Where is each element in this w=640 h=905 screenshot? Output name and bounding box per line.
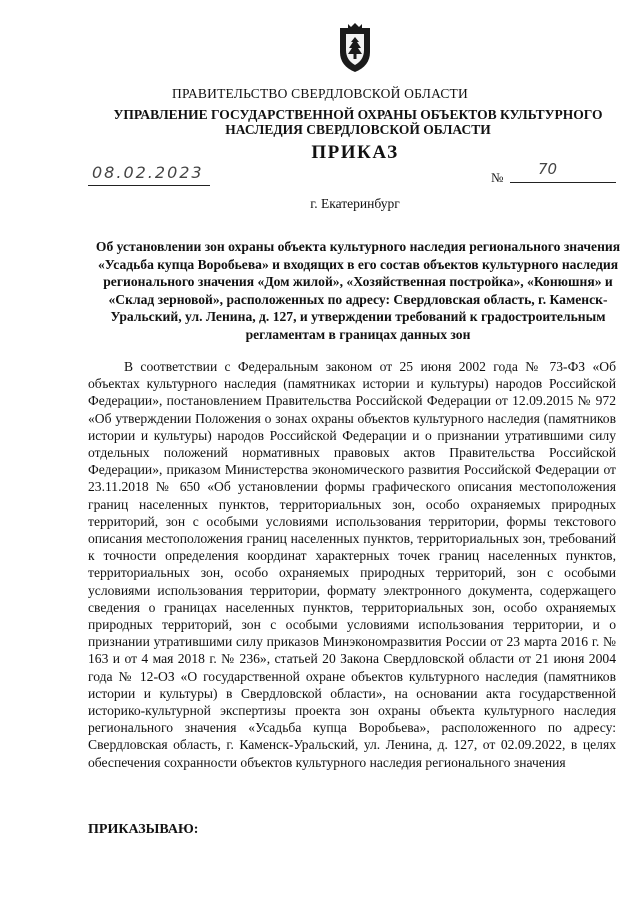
coat-of-arms-icon xyxy=(334,22,376,74)
number-label: № xyxy=(491,170,504,185)
preamble-paragraph: В соответствии с Федеральным законом от 25 июня 2002 года № 73-ФЗ «Об объектах культурного наследия (памятниках истории и культуры) народов Российской Федерации», постановлением Правительства Российской Федерации от 12.09.2015 № 972 «Об утверждении Положения о зонах охраны объектов культурного наследия (памятников истории и культуры) народов Российской Федерации и о признании утратившими силу отдельных положений нормативных правовых актов Правительства Российской Федерации», приказом Министерства экономического развития Российской Федерации от 23.11.2018 № 650 «Об установлении формы графического описания местоположения границ населенных пунктов, территориальных зон, особо охраняемых природных территорий, зон с особыми условиями использования территории, формы текстового описания местоположения границ населенных пунктов, территориальных зон, требований к точности определения координат характерных точек границ населенных пунктов, территориальных зон, особо охраняемых природных территорий, зон с особыми условиями использования территории, формату электронного документа, содержащего сведения о границах населенных пунктов, территориальных зон, особо охраняемых природных территорий, зон с особыми условиями использования территории, и о признании утратившими силу приказов Минэкономразвития России от 23 марта 2016 г. № 163 и от 4 мая 2018 г. № 236», статьей 20 Закона Свердловской области от 21 июня 2004 года № 12-ОЗ «О государственной охране объектов культурного наследия (памятников истории и культуры) в Свердловской области», на основании акта государственной историко-культурной экспертизы проекта зон охраны объекта культурного наследия регионального значения «Усадьба купца Воробьева», расположенного по адресу: Свердловская область, г. Каменск-Уральский, ул. Ленина, д. 127, от 02.09.2022, в целях обеспечения сохранности объектов культурного наследия регионального значения xyxy=(88,359,616,770)
handwritten-number: 70 xyxy=(538,160,558,178)
department-name: УПРАВЛЕНИЕ ГОСУДАРСТВЕННОЙ ОХРАНЫ ОБЪЕКТОВ КУЛЬТУРНОГО НАСЛЕДИЯ СВЕРДЛОВСКОЙ ОБЛАСТИ xyxy=(113,107,603,137)
number-field xyxy=(510,160,616,183)
government-name: ПРАВИТЕЛЬСТВО СВЕРДЛОВСКОЙ ОБЛАСТИ xyxy=(172,86,468,101)
city: г. Екатеринбург xyxy=(310,196,400,211)
document-title: Об установлении зон охраны объекта культурного наследия регионального значения «Усадьба купца Воробьева» и входящих в его состав объектов культурного наследия регионального значения «Дом жилой», «Хозяйственная постройка», «Конюшня» и «Склад зерновой», расположенных по адресу: Свердловская область, г. Каменск-Уральский, ул. Ленина, д. 127, и утверждении требований к градостроительным регламентам в границах данных зон xyxy=(95,239,621,342)
document-type: ПРИКАЗ xyxy=(311,142,399,163)
date-field xyxy=(88,165,210,186)
order-word: ПРИКАЗЫВАЮ: xyxy=(88,822,199,837)
handwritten-date: 08.02.2023 xyxy=(92,163,204,182)
